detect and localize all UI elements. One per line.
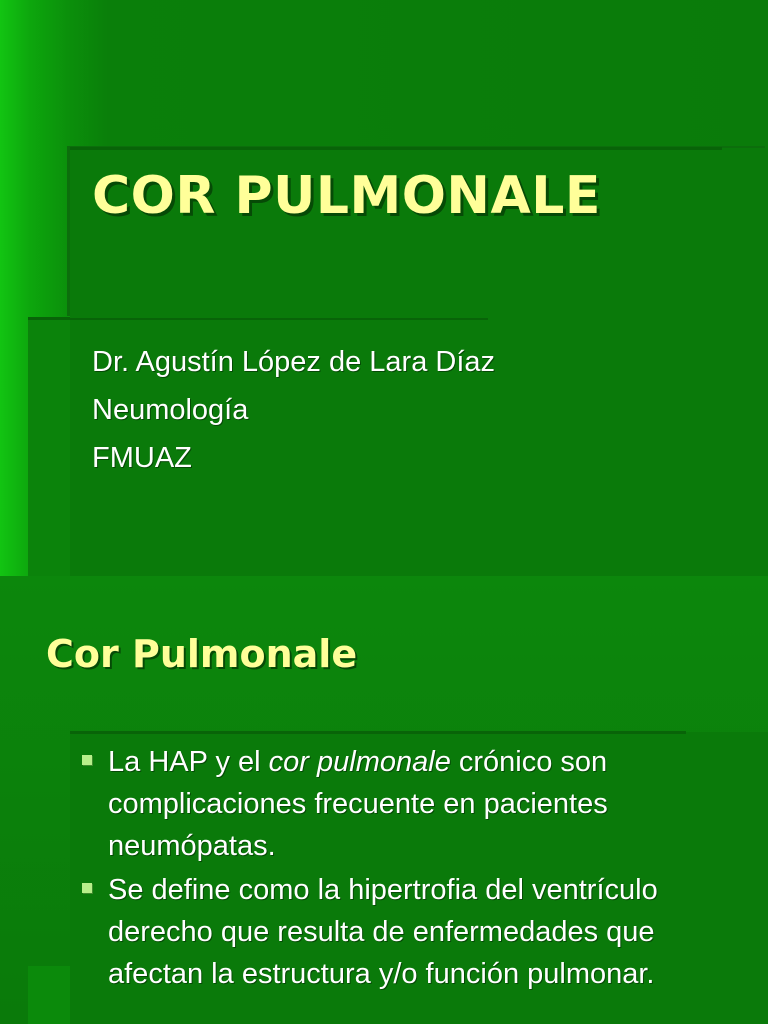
decorative-rule — [70, 731, 686, 734]
bullet-list — [78, 741, 728, 997]
bullet-item — [78, 741, 728, 867]
bullet-1-italic-term: cor pulmonale — [268, 746, 451, 778]
institution: FMUAZ — [92, 442, 192, 474]
square-bullet-icon — [82, 883, 92, 893]
decorative-panel — [28, 966, 70, 1024]
department: Neumología — [92, 394, 249, 426]
slide-2-title: Cor Pulmonale — [46, 632, 358, 676]
slide-2[interactable] — [0, 576, 768, 1024]
author-name: Dr. Agustín López de Lara Díaz — [92, 346, 496, 378]
slide-1-subtitle — [92, 338, 495, 482]
bullet-2-text: Se define como la hipertrofia del ventrículo derecho que resulta de enfermedades que afectan la estructura y/o función pulmonar. — [108, 874, 658, 990]
bullet-item — [78, 869, 728, 995]
decorative-rule — [70, 147, 722, 150]
square-bullet-icon — [82, 755, 92, 765]
bullet-1-text-start: La HAP y el — [108, 746, 269, 778]
slide-1-title: COR PULMONALE — [92, 166, 601, 226]
bullet-1-text-end: crónico son complicaciones frecuente en pacientes neumópatas. — [108, 746, 608, 862]
